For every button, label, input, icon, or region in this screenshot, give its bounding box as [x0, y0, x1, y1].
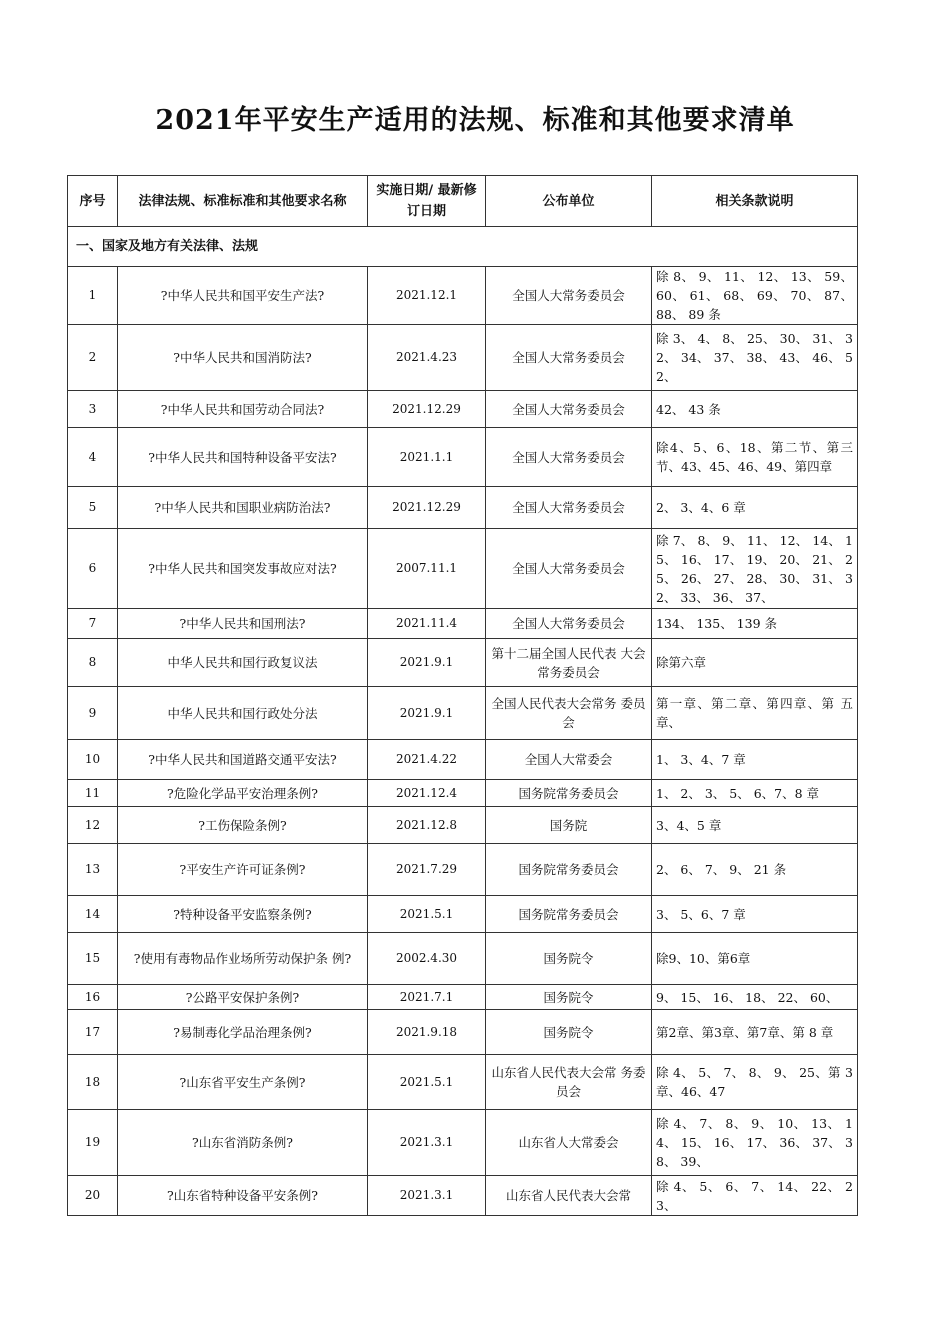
table-row: [68, 391, 858, 428]
cell-no: 9: [68, 687, 118, 740]
cell-clauses: 除 4、 5、 7、 8、 9、 25、第 3 章、46、47: [652, 1055, 858, 1110]
cell-clauses: 第一章、第二章、第四章、第 五章、: [652, 687, 858, 740]
cell-no: 11: [68, 780, 118, 807]
cell-name: 中华人民共和国行政复议法: [118, 639, 368, 687]
table-row: [68, 687, 858, 740]
section-title: 一、国家及地方有关法律、法规: [68, 227, 858, 267]
cell-no: 19: [68, 1110, 118, 1176]
cell-unit: 国务院令: [486, 933, 652, 985]
table-row: [68, 807, 858, 844]
cell-name: ?危险化学品平安治理条例?: [118, 780, 368, 807]
table-row: [68, 933, 858, 985]
cell-date: 2021.4.23: [368, 325, 486, 391]
cell-clauses: 3、4、5 章: [652, 807, 858, 844]
cell-unit: 国务院常务委员会: [486, 896, 652, 933]
table-row: [68, 1055, 858, 1110]
cell-name: 中华人民共和国行政处分法: [118, 687, 368, 740]
header-no: 序号: [68, 176, 118, 227]
cell-date: 2021.4.22: [368, 740, 486, 780]
cell-unit: 全国人大常务委员会: [486, 609, 652, 639]
table-row: [68, 740, 858, 780]
cell-no: 17: [68, 1010, 118, 1055]
cell-name: ?中华人民共和国职业病防治法?: [118, 487, 368, 529]
cell-name: ?工伤保险条例?: [118, 807, 368, 844]
table-row: [68, 780, 858, 807]
cell-clauses: 3、 5、6、7 章: [652, 896, 858, 933]
cell-unit: 全国人大常委会: [486, 740, 652, 780]
cell-clauses: 除9、10、第6章: [652, 933, 858, 985]
cell-no: 13: [68, 844, 118, 896]
header-name: 法律法规、标准标准和其他要求名称: [118, 176, 368, 227]
cell-date: 2002.4.30: [368, 933, 486, 985]
table-row: [68, 639, 858, 687]
cell-unit: 国务院令: [486, 985, 652, 1010]
cell-no: 6: [68, 529, 118, 609]
cell-date: 2021.12.4: [368, 780, 486, 807]
cell-unit: 全国人大常务委员会: [486, 487, 652, 529]
cell-unit: 山东省人民代表大会常: [486, 1176, 652, 1216]
cell-unit: 国务院令: [486, 1010, 652, 1055]
cell-no: 10: [68, 740, 118, 780]
cell-unit: 全国人大常务委员会: [486, 529, 652, 609]
cell-date: 2021.3.1: [368, 1110, 486, 1176]
cell-date: 2021.3.1: [368, 1176, 486, 1216]
table-row: [68, 1110, 858, 1176]
cell-date: 2021.7.29: [368, 844, 486, 896]
cell-date: 2021.12.1: [368, 267, 486, 325]
cell-unit: 全国人大常务委员会: [486, 428, 652, 487]
cell-date: 2021.7.1: [368, 985, 486, 1010]
cell-clauses: 除 8、 9、 11、 12、 13、 59、 60、 61、 68、 69、 70、 87、 88、 89 条: [652, 267, 858, 325]
cell-clauses: 除 7、 8、 9、 11、 12、 14、 15、 16、 17、 19、 20、 21、 25、 26、 27、 28、 30、 31、 32、 33、 36、 37、: [652, 529, 858, 609]
cell-name: ?山东省平安生产条例?: [118, 1055, 368, 1110]
cell-unit: 第十二届全国人民代表 大会常务委员会: [486, 639, 652, 687]
table-row: [68, 1176, 858, 1216]
cell-clauses: 134、 135、 139 条: [652, 609, 858, 639]
cell-clauses: 第2章、第3章、第7章、第 8 章: [652, 1010, 858, 1055]
cell-clauses: 除4、5、6、18、第二节、第三节、43、45、46、49、第四章: [652, 428, 858, 487]
cell-clauses: 除 4、 5、 6、 7、 14、 22、 23、: [652, 1176, 858, 1216]
cell-clauses: 除 3、 4、 8、 25、 30、 31、 32、 34、 37、 38、 43、 46、 52、: [652, 325, 858, 391]
cell-no: 12: [68, 807, 118, 844]
cell-date: 2021.12.29: [368, 391, 486, 428]
cell-name: ?中华人民共和国平安生产法?: [118, 267, 368, 325]
cell-name: ?山东省消防条例?: [118, 1110, 368, 1176]
cell-date: 2021.11.4: [368, 609, 486, 639]
cell-clauses: 2、 6、 7、 9、 21 条: [652, 844, 858, 896]
cell-no: 8: [68, 639, 118, 687]
cell-date: 2021.5.1: [368, 896, 486, 933]
cell-unit: 国务院常务委员会: [486, 844, 652, 896]
table-row: [68, 896, 858, 933]
cell-date: 2021.9.1: [368, 639, 486, 687]
cell-date: 2007.11.1: [368, 529, 486, 609]
header-date: 实施日期/ 最新修订日期: [368, 176, 486, 227]
cell-no: 1: [68, 267, 118, 325]
cell-name: ?中华人民共和国道路交通平安法?: [118, 740, 368, 780]
cell-name: ?山东省特种设备平安条例?: [118, 1176, 368, 1216]
cell-name: ?使用有毒物品作业场所劳动保护条 例?: [118, 933, 368, 985]
cell-date: 2021.9.1: [368, 687, 486, 740]
cell-unit: 全国人大常务委员会: [486, 391, 652, 428]
cell-clauses: 9、 15、 16、 18、 22、 60、: [652, 985, 858, 1010]
table-row: [68, 325, 858, 391]
cell-clauses: 1、 3、4、7 章: [652, 740, 858, 780]
cell-name: ?易制毒化学品治理条例?: [118, 1010, 368, 1055]
cell-name: ?平安生产许可证条例?: [118, 844, 368, 896]
cell-no: 15: [68, 933, 118, 985]
cell-unit: 山东省人大常委会: [486, 1110, 652, 1176]
table-row: [68, 609, 858, 639]
cell-no: 7: [68, 609, 118, 639]
cell-name: ?中华人民共和国突发事故应对法?: [118, 529, 368, 609]
cell-unit: 国务院: [486, 807, 652, 844]
cell-date: 2021.1.1: [368, 428, 486, 487]
cell-name: ?中华人民共和国劳动合同法?: [118, 391, 368, 428]
cell-clauses: 除 4、 7、 8、 9、 10、 13、 14、 15、 16、 17、 36、 37、 38、 39、: [652, 1110, 858, 1176]
cell-no: 5: [68, 487, 118, 529]
cell-clauses: 2、 3、4、6 章: [652, 487, 858, 529]
cell-date: 2021.12.8: [368, 807, 486, 844]
cell-no: 3: [68, 391, 118, 428]
cell-date: 2021.5.1: [368, 1055, 486, 1110]
cell-unit: 全国人大常务委员会: [486, 267, 652, 325]
table-row: [68, 267, 858, 325]
cell-name: ?公路平安保护条例?: [118, 985, 368, 1010]
cell-no: 4: [68, 428, 118, 487]
table-header-row: [68, 176, 858, 227]
cell-no: 20: [68, 1176, 118, 1216]
cell-no: 16: [68, 985, 118, 1010]
cell-no: 18: [68, 1055, 118, 1110]
regulations-table: [67, 175, 858, 1216]
cell-unit: 全国人民代表大会常务 委员会: [486, 687, 652, 740]
section-row: [68, 227, 858, 267]
table-row: [68, 529, 858, 609]
cell-name: ?特种设备平安监察条例?: [118, 896, 368, 933]
cell-no: 14: [68, 896, 118, 933]
table-row: [68, 985, 858, 1010]
cell-name: ?中华人民共和国刑法?: [118, 609, 368, 639]
table-row: [68, 1010, 858, 1055]
cell-unit: 全国人大常务委员会: [486, 325, 652, 391]
cell-clauses: 1、 2、 3、 5、 6、7、8 章: [652, 780, 858, 807]
document-title: 2021年平安生产适用的法规、标准和其他要求清单: [155, 105, 795, 136]
cell-clauses: 42、 43 条: [652, 391, 858, 428]
cell-unit: 国务院常务委员会: [486, 780, 652, 807]
table-row: [68, 428, 858, 487]
cell-name: ?中华人民共和国消防法?: [118, 325, 368, 391]
cell-no: 2: [68, 325, 118, 391]
cell-date: 2021.9.18: [368, 1010, 486, 1055]
table-row: [68, 487, 858, 529]
header-unit: 公布单位: [486, 176, 652, 227]
cell-date: 2021.12.29: [368, 487, 486, 529]
cell-name: ?中华人民共和国特种设备平安法?: [118, 428, 368, 487]
cell-clauses: 除第六章: [652, 639, 858, 687]
cell-unit: 山东省人民代表大会常 务委员会: [486, 1055, 652, 1110]
table-row: [68, 844, 858, 896]
header-clauses: 相关条款说明: [652, 176, 858, 227]
